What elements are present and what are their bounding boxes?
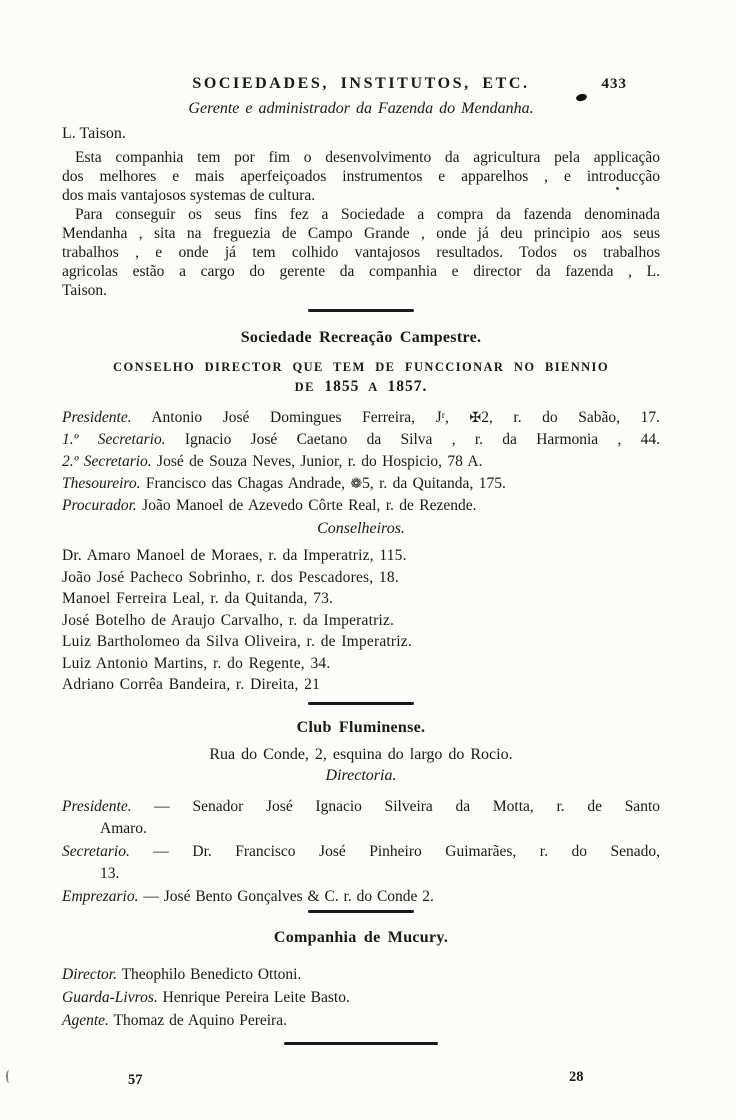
member-continuation: Amaro. (100, 820, 147, 837)
member-line (62, 886, 660, 909)
role-label: Guarda-Livros. (62, 989, 158, 1006)
scan-edge-artifact (6, 1070, 12, 1083)
em-dash: — (131, 797, 193, 815)
member-line (62, 963, 660, 986)
role-label: Director. (62, 966, 117, 983)
officer-text: Francisco das Chagas Andrade, (140, 475, 351, 492)
section-mendanha (62, 100, 660, 300)
list-item: Manoel Ferreira Leal, r. da Quitanda, 73. (62, 590, 334, 607)
member-text: Dr. Francisco José Pinheiro Guimarães, r. do Senado, (192, 842, 660, 860)
em-dash: — (138, 887, 164, 905)
mucury-list (62, 963, 660, 1032)
section-divider (308, 309, 414, 312)
running-title: SOCIEDADES, INSTITUTOS, ETC. (192, 75, 530, 92)
list-item: Adriano Corrêa Bandeira, r. Direita, 21 (62, 676, 321, 693)
section-recreacao (62, 329, 660, 696)
role-label: Presidente. (62, 409, 132, 426)
mendanha-subtitle: Gerente e administrador da Fazenda do Mendanha. (188, 100, 534, 117)
running-header (62, 75, 660, 95)
mendanha-manager: L. Taison. (62, 125, 126, 142)
officer-text: João Manoel de Azevedo Côrte Real, r. de Rezende. (136, 497, 477, 514)
counsellors-heading: Conselheiros. (317, 520, 405, 537)
member-line (62, 841, 660, 864)
text-line: Para conseguir os seus fins fez a Sociedade a compra da fazenda denominada (75, 206, 660, 223)
text-line: dos melhores e mais aperfeiçoados instrumentos e apparelhos , e introducção (62, 168, 660, 185)
role-label: Agente. (62, 1012, 109, 1029)
role-label: 2.º Secretario. (62, 453, 152, 470)
catchword-number: 28 (569, 1069, 584, 1085)
text-line: dos mais vantajosos systemas de cultura. (62, 187, 316, 204)
section-title: Companhia de Mucury. (273, 929, 449, 946)
section-mucury (62, 929, 660, 1032)
officer-text: 5, r. da Quitanda, 175. (362, 475, 506, 492)
officer-text: José de Souza Neves, Junior, r. do Hospicio, 78 A. (151, 453, 483, 470)
member-text: Theophilo Benedicto Ottoni. (116, 966, 302, 983)
maltese-cross-icon: ✠ (469, 410, 482, 426)
officer-line (62, 495, 660, 517)
club-address: Rua do Conde, 2, esquina do largo do Rocio. (209, 745, 513, 763)
role-label: Secretario. (62, 842, 130, 860)
role-label: Thesoureiro. (62, 475, 141, 492)
text-line: Mendanha , sita na freguezia de Campo Grande , onde já deu principio aos seus (62, 225, 660, 242)
council-heading-line1: CONSELHO DIRECTOR QUE TEM DE FUNCCIONAR NO BIENNIO (113, 360, 609, 374)
section-divider (308, 702, 414, 705)
list-item: Dr. Amaro Manoel de Moraes, r. da Imperatriz, 115. (62, 547, 407, 564)
officer-line (62, 451, 660, 473)
member-text: Senador José Ignacio Silveira da Motta, r. de Santo (192, 797, 660, 815)
officer-line (62, 429, 660, 451)
speck-artifact (616, 187, 619, 190)
em-dash: — (129, 842, 193, 860)
member-line (62, 796, 660, 819)
rosette-icon: ❁ (350, 476, 363, 492)
section-club-fluminense (62, 719, 660, 909)
directoria-heading: Directoria. (325, 766, 397, 784)
list-item: Luiz Antonio Martins, r. do Regente, 34. (62, 654, 331, 672)
council-de: DE (294, 380, 315, 394)
list-item: Luiz Bartholomeo da Silva Oliveira, r. de Imperatriz. (62, 633, 412, 650)
text-line: Taison. (62, 282, 107, 299)
directoria-list (62, 796, 660, 909)
member-text: José Bento Gonçalves & C. r. do Conde 2. (163, 887, 434, 905)
officers-list (62, 407, 660, 517)
section-divider (308, 910, 414, 913)
text-line: agricolas estão a cargo do gerente da companhia e director da fazenda , L. (62, 263, 660, 280)
role-label: Procurador. (62, 497, 137, 514)
footer-divider (284, 1042, 438, 1045)
council-a: A (368, 380, 378, 394)
section-title: Club Fluminense. (296, 718, 426, 736)
member-text: Henrique Pereira Leite Basto. (157, 989, 350, 1006)
council-year1: 1855 (324, 378, 360, 395)
member-line (62, 986, 660, 1009)
role-label: 1.º Secretario. (62, 431, 166, 448)
role-label: Emprezario. (62, 887, 139, 905)
council-heading (62, 358, 660, 397)
page-number: 433 (601, 76, 627, 92)
member-continuation: 13. (100, 865, 120, 882)
officer-line (62, 407, 660, 429)
paragraph (62, 205, 660, 300)
council-year2: 1857. (387, 378, 428, 395)
list-item: José Botelho de Araujo Carvalho, r. da Imperatriz. (62, 611, 395, 629)
officer-text: Ignacio José Caetano da Silva , r. da Harmonia , 44. (165, 431, 660, 448)
role-label: Presidente. (62, 797, 132, 815)
member-text: Thomaz de Aquino Pereira. (108, 1012, 287, 1029)
section-title: Sociedade Recreação Campestre. (240, 329, 482, 346)
list-item: João José Pacheco Sobrinho, r. dos Pescadores, 18. (62, 568, 399, 586)
paragraph (62, 148, 660, 205)
member-line (62, 1009, 660, 1032)
signature-number: 57 (128, 1072, 143, 1088)
officer-text: 2, r. do Sabão, 17. (481, 409, 660, 426)
officer-line (62, 473, 660, 495)
council-heading-line2 (62, 377, 660, 397)
officer-text: Antonio José Domingues Ferreira, Jʳ, (131, 409, 470, 426)
counsellors-list (62, 545, 660, 696)
text-line: Esta companhia tem por fim o desenvolvimento da agricultura pela applicação (75, 149, 660, 166)
text-line: trabalhos , e onde já tem colhido vantajosos resultados. Todos os trabalhos (62, 244, 660, 261)
